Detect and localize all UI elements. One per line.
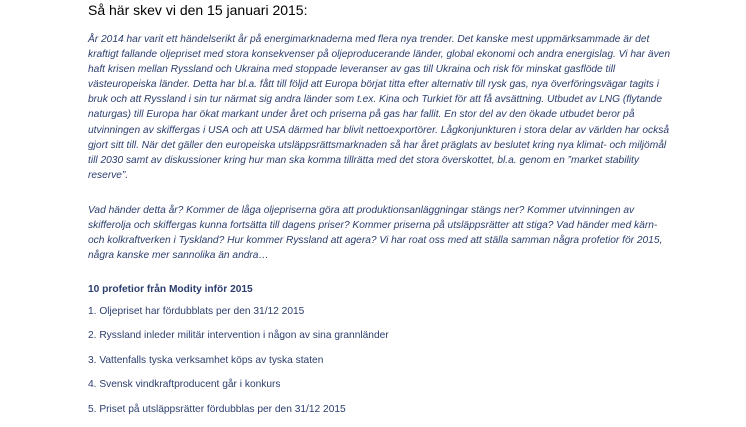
list-item: 4. Svensk vindkraftproducent går i konkurs [88, 379, 281, 391]
list-item: 5. Priset på utsläppsrätter fördubblas per den 31/12 2015 [88, 403, 346, 415]
list-item: 2. Ryssland inleder militär intervention i någon av sina grannländer [88, 330, 389, 342]
section-title: 10 profetior från Modity inför 2015 [88, 284, 253, 295]
prophecy-list [88, 305, 389, 427]
document-heading: Så här skev vi den 15 januari 2015: [88, 2, 308, 18]
list-item: 1. Oljepriset har fördubblats per den 31/12 2015 [88, 306, 305, 317]
questions-paragraph: Vad händer detta år? Kommer de låga oljepriserna göra att produktionsanläggningar stängs ner? Kommer utvinningen av skifferolja och skiffergas kunna fortsätta till dagens priser? Kommer priserna på utsläppsrätter att stiga? Vad händer med kärn- och kolkraftverken i Tyskland? Hur kommer Ryssland att agera? Vi har roat oss med att ställa samman några profetior för 2015, några kanske mer sannolika än andra… [88, 205, 663, 262]
intro-paragraph: År 2014 har varit ett händelserikt år på energimarknaderna med flera nya trender. Det kanske mest uppmärksammade är det kraftigt fallande oljepriset med stora konsekvenser på oljeproducerande länder, global ekonomi och andra energislag. Vi har även haft krisen mellan Ryssland och Ukraina med stoppade leveranser av gas till Ukraina och risk för minskat gasflöde till västeuropeiska länder. Detta har bl.a. fått till följd att Europa börjat titta efter alternativ till rysk gas, nya överföringsvägar tagits i bruk och att Ryssland i sin tur närmat sig andra länder som t.ex. Kina och Turkiet för att få avsättning. Utbudet av LNG (flytande naturgas) till Europa har ökat markant under året och priserna på gas har fallit. En stor del av den ökade utbudet beror på utvinningen av skiffergas i USA och att USA därmed har blivit nettoexportörer. Lågkonjunkturen i stora delar av världen har också gjort sitt till. När det gäller den europeiska utsläppsrättsmarknaden så har året präglats av beslutet kring nya klimat- och miljömål till 2030 samt av diskussioner kring hur man ska komma tillrätta med det stora överskottet, bl.a. genom en ”market stability reserve”. [88, 34, 670, 181]
list-item: 3. Vattenfalls tyska verksamhet köps av tyska staten [88, 354, 324, 366]
